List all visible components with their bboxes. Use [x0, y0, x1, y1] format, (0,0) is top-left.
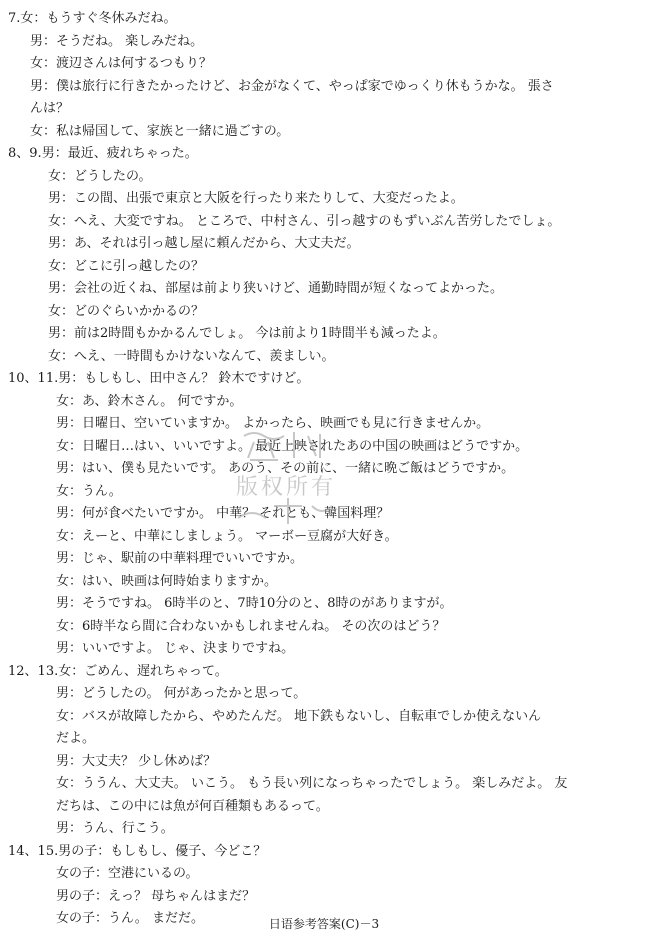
speaker-colon: ： [43, 78, 57, 94]
speaker-label: 男 [56, 551, 70, 566]
dialogue-line [8, 301, 636, 324]
speaker-colon: ： [69, 821, 83, 836]
utterance-text: もしもし、田中さん？ 鈴木ですけど。 [84, 371, 310, 386]
speaker-colon: ： [69, 438, 83, 454]
dialogue-line [8, 31, 636, 54]
speaker-colon: ： [71, 371, 85, 386]
speaker-label: 女 [56, 573, 70, 589]
utterance-text: えっ？ 母ちゃんはまだ？ [108, 888, 256, 904]
speaker-colon: ： [61, 303, 75, 319]
speaker-colon: ： [54, 146, 68, 161]
dialogue-line [8, 188, 636, 211]
dialogue-line [8, 458, 636, 481]
utterance-text: バスが故障したから、やめたんだ。 地下鉄もないし、自転車でしか使えないん [82, 708, 542, 724]
speaker-colon: ： [61, 168, 75, 184]
dialogue-line [8, 166, 636, 189]
speaker-colon: ： [97, 843, 111, 859]
utterance-text: 僕は旅行に行きたかったけど、お金がなくて、やっぱ家でゆっくり休もうかな。 張さ [56, 78, 554, 94]
dialogue-line [8, 278, 636, 301]
dialogue-line [8, 886, 636, 909]
utterance-text: んは？ [30, 101, 70, 116]
dialogue-line [8, 526, 636, 549]
dialogue-line [8, 391, 636, 414]
speaker-label: 女 [48, 213, 62, 229]
speaker-colon: ： [69, 506, 83, 521]
speaker-colon: ： [69, 641, 83, 656]
speaker-colon: ： [61, 236, 75, 251]
speaker-label: 女 [56, 708, 70, 724]
dialogue-line [8, 233, 636, 256]
speaker-label: 女 [56, 776, 70, 791]
utterance-text: 大丈夫？ 少し休めば？ [82, 753, 217, 769]
speaker-label: 男 [48, 326, 62, 341]
utterance-text: 渡辺さんは何するつもり？ [56, 56, 212, 71]
speaker-colon: ： [61, 326, 75, 341]
question-number: 10、11. [8, 371, 59, 386]
speaker-label: 男 [48, 191, 62, 206]
speaker-label: 女の子 [56, 866, 96, 881]
dialogue-line-continuation [8, 98, 636, 121]
speaker-colon: ： [69, 708, 83, 724]
dialogue-line-continuation [8, 796, 636, 819]
speaker-colon: ： [95, 911, 109, 926]
speaker-colon: ： [95, 866, 109, 881]
speaker-label: 男の子 [58, 843, 98, 859]
utterance-text: あ、それは引っ越し屋に頼んだから、大丈夫だ。 [74, 236, 360, 251]
speaker-colon: ： [69, 776, 83, 791]
speaker-colon: ： [69, 753, 83, 769]
speaker-colon: ： [69, 528, 83, 544]
speaker-colon: ： [69, 483, 83, 499]
dialogue-line [8, 661, 636, 684]
utterance-text: うん、行こう。 [82, 821, 174, 836]
speaker-label: 男 [56, 821, 70, 836]
speaker-colon: ： [61, 258, 75, 274]
dialogue-line [8, 368, 636, 391]
dialogue-line [8, 76, 636, 99]
speaker-label: 男 [56, 641, 70, 656]
dialogue-line [8, 863, 636, 886]
utterance-text: そうですね。 6時半のと、7時10分のと、8時のがありますが。 [82, 596, 453, 611]
dialogue-line [8, 616, 636, 639]
utterance-text: 会社の近くね、部屋は前より狭いけど、通勤時間が短くなってよかった。 [74, 281, 504, 296]
utterance-text: 日曜日…はい、いいですよ。 最近上映されたあの中国の映画はどうですか。 [82, 438, 529, 454]
dialogue-line [8, 503, 636, 526]
speaker-label: 男 [41, 146, 55, 161]
dialogue-line [8, 323, 636, 346]
utterance-text: もうすぐ冬休みだね。 [46, 11, 177, 26]
speaker-label: 男 [56, 506, 70, 521]
utterance-text: 私は帰国して、家族と一緒に過ごすの。 [56, 123, 290, 139]
utterance-text: 6時半なら間に合わないかもしれませんね。 その次のはどう？ [82, 618, 446, 634]
dialogue-transcript [8, 8, 636, 931]
dialogue-line [8, 481, 636, 504]
speaker-label: 男 [56, 596, 70, 611]
speaker-label: 男 [56, 686, 70, 701]
speaker-colon: ： [69, 416, 83, 431]
question-number: 14、15. [8, 843, 59, 859]
utterance-text: えーと、中華にしましょう。 マーボー豆腐が大好き。 [82, 528, 398, 544]
utterance-text: この間、出張で東京と大阪を行ったり来たりして、大変だったよ。 [74, 191, 464, 206]
utterance-text: じゃ、駅前の中華料理でいいですか。 [82, 551, 304, 566]
speaker-label: 女 [56, 438, 70, 454]
speaker-label: 男の子 [56, 888, 96, 904]
speaker-colon: ： [69, 686, 83, 701]
speaker-colon: ： [69, 618, 83, 634]
utterance-text: 日曜日、空いていますか。 よかったら、映画でも見に行きませんか。 [82, 416, 490, 431]
dialogue-line [8, 121, 636, 144]
dialogue-line [8, 751, 636, 774]
page-footer: 日语参考答案(C)－3 [268, 917, 380, 931]
speaker-colon: ： [61, 348, 75, 364]
speaker-colon: ： [95, 888, 109, 904]
speaker-label: 女 [58, 663, 72, 679]
dialogue-line [8, 143, 636, 166]
speaker-label: 女 [48, 258, 62, 274]
speaker-label: 女 [48, 348, 62, 364]
dialogue-line [8, 593, 636, 616]
speaker-colon: ： [61, 191, 75, 206]
watermark-text: 版权所有 [236, 475, 337, 500]
speaker-colon: ： [61, 281, 75, 296]
dialogue-line [8, 706, 636, 729]
dialogue-line [8, 346, 636, 369]
dialogue-line [8, 841, 636, 864]
speaker-colon: ： [69, 596, 83, 611]
speaker-label: 女 [48, 168, 62, 184]
utterance-text: ううん、大丈夫。 いこう。 もう長い列になっちゃったでしょう。 楽しみだよ。 友 [82, 776, 568, 791]
dialogue-line [8, 413, 636, 436]
question-number: 8、9. [8, 146, 42, 161]
speaker-label: 男 [48, 236, 62, 251]
utterance-text: 最近、疲れちゃった。 [67, 146, 198, 161]
speaker-label: 男 [56, 753, 70, 769]
utterance-text: 空港にいるの。 [108, 866, 199, 881]
utterance-text: どうしたの。 何があったかと思って。 [82, 686, 307, 701]
speaker-label: 女 [56, 483, 70, 499]
speaker-colon: ： [43, 56, 57, 71]
speaker-colon: ： [43, 33, 57, 49]
dialogue-line [8, 683, 636, 706]
speaker-label: 女 [30, 123, 44, 139]
utterance-text: どこに引っ越したの？ [74, 258, 205, 274]
utterance-text: うん。 [82, 483, 122, 499]
dialogue-line [8, 818, 636, 841]
dialogue-line [8, 436, 636, 459]
speaker-colon: ： [69, 461, 83, 476]
dialogue-line [8, 571, 636, 594]
speaker-label: 男 [58, 371, 72, 386]
utterance-text: あ、鈴木さん。 何ですか。 [82, 393, 243, 409]
speaker-colon: ： [61, 213, 75, 229]
speaker-colon: ： [69, 573, 83, 589]
utterance-text: はい、僕も見たいです。 あのう、その前に、一緒に晩ご飯はどうですか。 [82, 461, 515, 476]
utterance-text: 何が食べたいですか。 中華？ それとも、韓国料理？ [82, 506, 390, 521]
utterance-text: うん。 まだだ。 [108, 911, 204, 926]
dialogue-line-continuation [8, 728, 636, 751]
utterance-text: どうしたの。 [74, 168, 152, 184]
speaker-label: 女 [30, 56, 44, 71]
speaker-colon: ： [69, 551, 83, 566]
utterance-text: はい、映画は何時始まりますか。 [82, 573, 278, 589]
utterance-text: ごめん、遅れちゃって。 [84, 663, 228, 679]
utterance-text: もしもし、優子、今どこ？ [110, 843, 267, 859]
utterance-text: そうだね。 楽しみだね。 [56, 33, 204, 49]
speaker-label: 女 [56, 618, 70, 634]
utterance-text: だよ。 [56, 731, 96, 746]
dialogue-line [8, 211, 636, 234]
speaker-colon: ： [69, 393, 83, 409]
speaker-label: 女 [48, 303, 62, 319]
speaker-label: 男 [30, 33, 44, 49]
speaker-label: 男 [48, 281, 62, 296]
utterance-text: 前は2時間もかかるんでしょ。 今は前より1時間半も減ったよ。 [74, 326, 446, 341]
dialogue-line [8, 8, 636, 31]
utterance-text: へえ、大変ですね。 ところで、中村さん、引っ越すのもずいぶん苦労したでしょ。 [74, 213, 561, 229]
speaker-label: 男 [56, 416, 70, 431]
utterance-text: へえ、一時間もかけないなんて、羨ましい。 [74, 348, 335, 364]
question-number: 7. [8, 11, 21, 26]
speaker-label: 男 [56, 461, 70, 476]
utterance-text: どのぐらいかかるの？ [74, 303, 205, 319]
speaker-label: 女 [56, 393, 70, 409]
speaker-colon: ： [33, 11, 47, 26]
question-number: 12、13. [8, 663, 59, 679]
dialogue-line [8, 53, 636, 76]
speaker-label: 男 [30, 78, 44, 94]
dialogue-line [8, 638, 636, 661]
speaker-label: 女 [20, 11, 34, 26]
speaker-label: 女の子 [56, 911, 96, 926]
dialogue-line [8, 773, 636, 796]
speaker-colon: ： [71, 663, 85, 679]
speaker-label: 女 [56, 528, 70, 544]
dialogue-line [8, 548, 636, 571]
utterance-text: だちは、この中には魚が何百種類もあるって。 [56, 798, 329, 814]
utterance-text: いいですよ。 じゃ、決まりですね。 [82, 641, 295, 656]
speaker-colon: ： [43, 123, 57, 139]
dialogue-line [8, 256, 636, 279]
